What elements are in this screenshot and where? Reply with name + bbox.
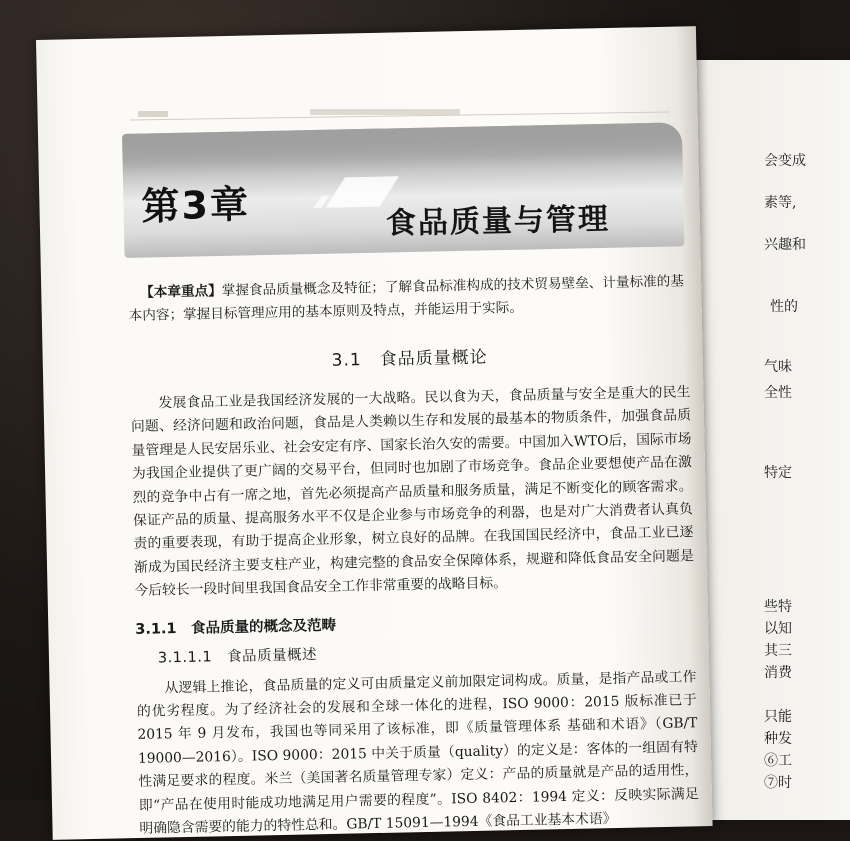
keypoints-label: 【本章重点】: [140, 283, 222, 301]
right-page-fragment: 以知: [764, 621, 792, 637]
right-page-fragment: 特定: [764, 465, 792, 481]
right-page-fragment: ⑦时: [764, 775, 792, 791]
section-title: 3.1 食品质量概论: [331, 347, 488, 371]
right-page-fragment: 气味: [764, 359, 792, 375]
chapter-title: 食品质量与管理: [385, 201, 611, 242]
right-page-fragment: 性的: [770, 299, 798, 315]
body-paragraph-2: 从逻辑上推论，食品质量的定义可由质量定义前加限定词构成。质量，是指产品或工作的优劣程度。为了经济社会的发展和全球一体化的进程，ISO 9000：2015 版标准已于 2015 年 9 月发布，我国也等同采用了该标准，即《质量管理体系 基础和术语》（GB/T 19000—2016）。ISO 9000：2015 中关于质量（quality）的定义是：客体的一组固有特性满足要求的程度。米兰（美国著名质量管理专家）定义：产品的质量就是产品的适用性，即“产品在使用时能成功地满足用户需要的程度”。ISO 8402：1994 定义：反映实际满足明确隐含需要的能力的特性总和。GB/T 15091—1994《食品工业基本术语》: [136, 668, 700, 837]
right-page-fragment: 其三: [764, 643, 792, 659]
running-head-rule: [130, 108, 670, 122]
main-text: [128, 270, 700, 841]
right-page-fragment: 兴趣和: [764, 237, 806, 253]
right-page-fragment: 消费: [764, 665, 792, 681]
subsection-title: 3.1.1 食品质量的概念及范畴: [135, 617, 337, 638]
right-page-fragment: 些特: [764, 599, 792, 615]
chapter-banner: [122, 122, 685, 264]
right-page-fragment: 素等,: [764, 195, 797, 211]
body-paragraph: 发展食品工业是我国经济发展的一大战略。民以食为天，食品质量与安全是重大的民生问题、经济问题和政治问题，食品是人类赖以生存和发展的最基本的物质条件，加强食品质量管理是人民安居乐业、社会安定有序、国家长治久安的需要。中国加入WTO后，国际市场为我国企业提供了更广阔的交易平台，但同时也加剧了市场竞争。食品企业要想使产品在激烈的竞争中占有一席之地，首先必须提高产品质量和服务质量，满足不断变化的顾客需求。保证产品的质量、提高服务水平不仅是企业参与市场竞争的利器，也是对广大消费者认真负责的重要表现，有助于提高企业形象，树立良好的品牌。在我国国民经济中，食品工业已逐渐成为国民经济主要支柱产业，构建完整的食品安全保障体系，规避和降低食品安全问题是今后较长一段时间里我国食品安全工作非常重要的战略目标。: [130, 384, 695, 600]
right-page-fragment: ⑥工: [764, 753, 792, 769]
running-head: [130, 108, 670, 122]
keypoints-text: 掌握食品质量概念及特征；了解食品标准构成的技术贸易壁垒、计量标准的基本内容；掌握目标管理应用的基本原则及特点，并能运用于实际。: [128, 273, 685, 324]
chapter-number: 第3章: [141, 182, 251, 229]
subsubsection-title: 3.1.1.1 食品质量概述: [157, 646, 318, 667]
right-page-fragment: 种发: [764, 731, 792, 747]
right-page-fragment: 全性: [764, 385, 792, 401]
right-page-fragment: 会变成: [764, 153, 806, 169]
right-page-fragment: 只能: [764, 709, 792, 725]
